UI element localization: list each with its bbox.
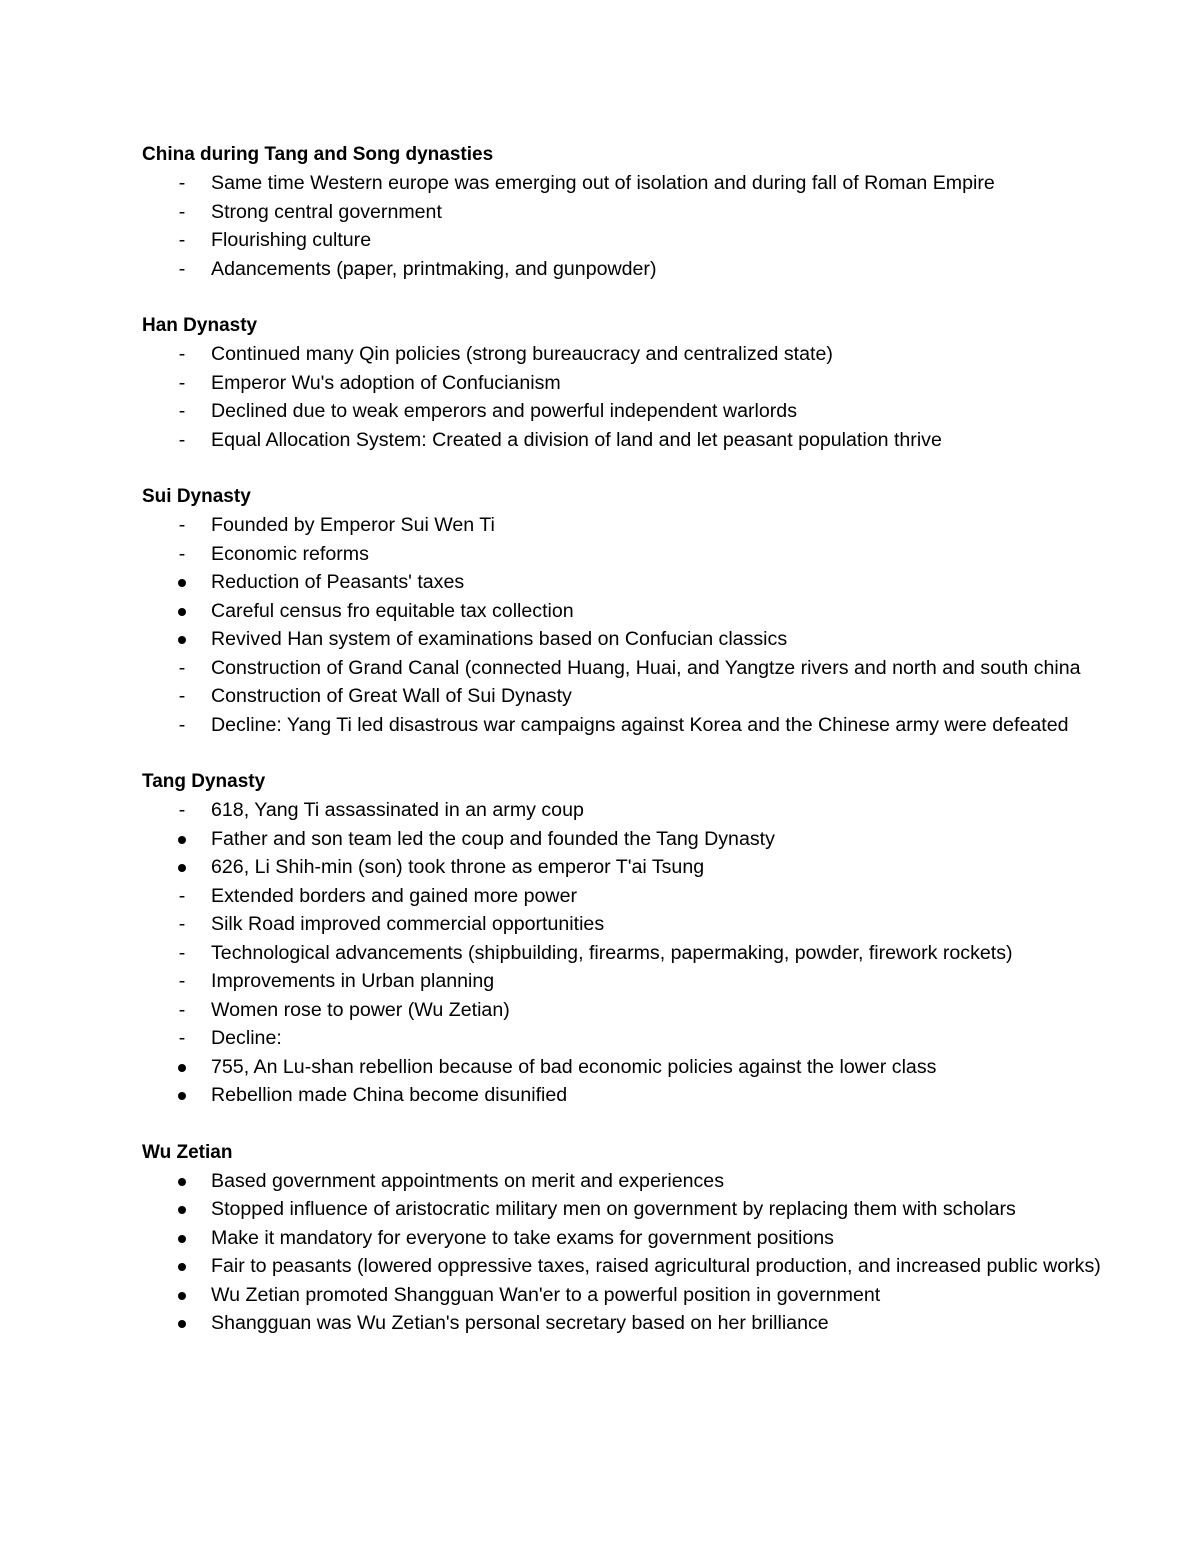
list-item <box>142 996 1200 1025</box>
dash-icon <box>175 397 189 426</box>
list-item <box>142 967 1200 996</box>
dash-icon <box>175 198 189 227</box>
list-item <box>142 882 1200 911</box>
list-item-text: Emperor Wu's adoption of Confucianism <box>211 371 561 394</box>
dash-icon <box>175 255 189 284</box>
dash-icon <box>175 967 189 996</box>
section-heading: China during Tang and Song dynasties <box>142 144 494 165</box>
notes-section <box>142 1139 1200 1338</box>
list-item-text: Equal Allocation System: Created a division of land and let peasant population thrive <box>211 428 942 451</box>
dash-icon <box>175 654 189 683</box>
list-item-text: Rebellion made China become disunified <box>211 1084 568 1106</box>
list-item <box>142 1281 1200 1310</box>
list-item <box>142 654 1200 683</box>
list-item-text: Silk Road improved commercial opportunities <box>211 913 605 935</box>
list-item-text: Make it mandatory for everyone to take exams for government positions <box>211 1226 834 1249</box>
bullet-list <box>142 169 1200 283</box>
list-item-text: Stopped influence of aristocratic military men on government by replacing them with scholars <box>211 1198 1016 1220</box>
list-item-text: Revived Han system of examinations based on Confucian classics <box>211 628 788 650</box>
list-item <box>142 169 1200 198</box>
list-item <box>142 1053 1200 1082</box>
list-item <box>142 226 1200 255</box>
list-item-text: Construction of Grand Canal (connected Huang, Huai, and Yangtze rivers and north and south china <box>211 656 1081 679</box>
list-item <box>142 426 1200 455</box>
list-item-text: Same time Western europe was emerging out of isolation and during fall of Roman Empire <box>211 172 995 194</box>
list-item <box>142 1309 1200 1338</box>
list-item <box>142 711 1200 740</box>
dash-icon <box>175 1024 189 1053</box>
dash-icon <box>175 511 189 540</box>
document-body <box>142 141 1200 1367</box>
list-item <box>142 853 1200 882</box>
dash-icon <box>175 910 189 939</box>
notes-section <box>142 312 1200 454</box>
list-item <box>142 540 1200 569</box>
list-item <box>142 625 1200 654</box>
list-item <box>142 397 1200 426</box>
list-item <box>142 597 1200 626</box>
list-item-text: Technological advancements (shipbuilding, firearms, papermaking, powder, firework rockets) <box>211 941 1013 964</box>
list-item-text: Improvements in Urban planning <box>211 970 495 992</box>
list-item-text: Flourishing culture <box>211 229 372 251</box>
list-item-text: Reduction of Peasants' taxes <box>211 571 465 593</box>
list-item-text: 618, Yang Ti assassinated in an army coup <box>211 799 584 821</box>
list-item-text: Father and son team led the coup and founded the Tang Dynasty <box>211 827 775 850</box>
list-item-text: Shangguan was Wu Zetian's personal secretary based on her brilliance <box>211 1312 829 1334</box>
list-item-text: Women rose to power (Wu Zetian) <box>211 998 510 1021</box>
list-item <box>142 910 1200 939</box>
list-item-text: Based government appointments on merit and experiences <box>211 1169 725 1192</box>
list-item-text: Adancements (paper, printmaking, and gunpowder) <box>211 257 657 280</box>
list-item <box>142 369 1200 398</box>
list-item-text: Strong central government <box>211 200 442 223</box>
list-item-text: Careful census fro equitable tax collection <box>211 599 574 622</box>
dash-icon <box>175 426 189 455</box>
list-item-text: Continued many Qin policies (strong bureaucracy and centralized state) <box>211 343 833 365</box>
list-item <box>142 511 1200 540</box>
dash-icon <box>175 682 189 711</box>
list-item <box>142 1195 1200 1224</box>
notes-section <box>142 141 1200 283</box>
list-item <box>142 939 1200 968</box>
dash-icon <box>175 996 189 1025</box>
list-item <box>142 1167 1200 1196</box>
dash-icon <box>175 369 189 398</box>
list-item-text: Decline: Yang Ti led disastrous war campaigns against Korea and the Chinese army were defeated <box>211 713 1069 736</box>
bullet-list <box>142 1167 1200 1338</box>
dash-icon <box>175 939 189 968</box>
list-item <box>142 1252 1200 1281</box>
list-item <box>142 682 1200 711</box>
list-item-text: Declined due to weak emperors and powerful independent warlords <box>211 400 797 422</box>
list-item <box>142 255 1200 284</box>
dash-icon <box>175 169 189 198</box>
bullet-list <box>142 511 1200 739</box>
list-item <box>142 1024 1200 1053</box>
list-item <box>142 825 1200 854</box>
dash-icon <box>175 711 189 740</box>
list-item-text: Founded by Emperor Sui Wen Ti <box>211 514 495 536</box>
list-item <box>142 1081 1200 1110</box>
list-item <box>142 1224 1200 1253</box>
dash-icon <box>175 340 189 369</box>
list-item-text: Wu Zetian promoted Shangguan Wan'er to a powerful position in government <box>211 1283 881 1306</box>
bullet-list <box>142 796 1200 1110</box>
list-item-text: Fair to peasants (lowered oppressive taxes, raised agricultural production, and increased public works) <box>211 1255 1101 1277</box>
dash-icon <box>175 226 189 255</box>
section-heading: Wu Zetian <box>142 1141 233 1163</box>
list-item <box>142 340 1200 369</box>
dash-icon <box>175 540 189 569</box>
bullet-list <box>142 340 1200 454</box>
list-item <box>142 568 1200 597</box>
list-item <box>142 796 1200 825</box>
list-item-text: Extended borders and gained more power <box>211 884 577 907</box>
list-item-text: Construction of Great Wall of Sui Dynasty <box>211 685 572 707</box>
notes-section <box>142 483 1200 739</box>
list-item-text: Decline: <box>211 1027 282 1049</box>
list-item-text: Economic reforms <box>211 542 369 565</box>
dash-icon <box>175 882 189 911</box>
section-heading: Han Dynasty <box>142 315 258 336</box>
section-heading: Sui Dynasty <box>142 486 251 507</box>
notes-section <box>142 768 1200 1110</box>
list-item-text: 755, An Lu-shan rebellion because of bad economic policies against the lower class <box>211 1055 937 1078</box>
dash-icon <box>175 796 189 825</box>
section-heading: Tang Dynasty <box>142 771 266 792</box>
list-item-text: 626, Li Shih-min (son) took throne as emperor T'ai Tsung <box>211 856 705 878</box>
list-item <box>142 198 1200 227</box>
